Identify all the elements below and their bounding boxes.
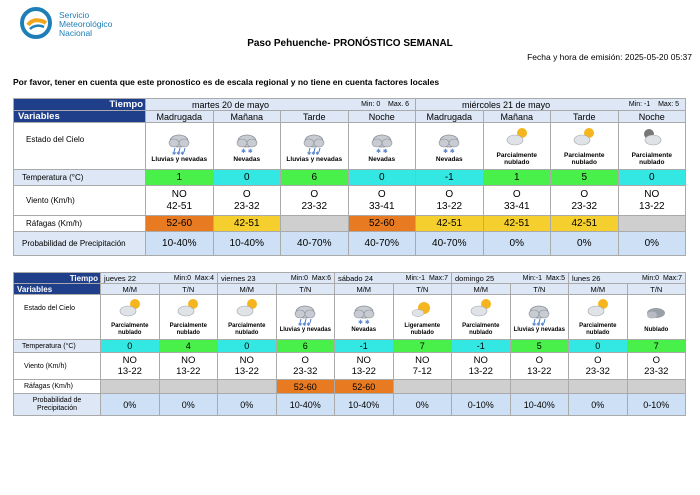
day-minmax: Min:0 Max:4 xyxy=(173,274,214,282)
day-minmax: Min:0 Max:6 xyxy=(290,274,331,282)
sky-cell xyxy=(101,295,160,340)
sky-cell xyxy=(416,123,484,170)
wind-cell: O 13-22 xyxy=(510,353,569,380)
svg-text:✱✱✱: ✱✱✱ xyxy=(307,150,320,156)
temp-cell: 0 xyxy=(348,170,416,186)
day-name: martes 20 de mayo xyxy=(192,99,270,110)
sky-label: Parcialmente nublado xyxy=(111,323,149,336)
sky-cell xyxy=(348,123,416,170)
period-header: T/N xyxy=(627,284,686,295)
prob-cell: 10-40% xyxy=(213,232,281,256)
period-header: M/M xyxy=(569,284,628,295)
temp-cell: 4 xyxy=(159,340,218,353)
period-header: Madrugada xyxy=(416,111,484,123)
temp-cell: 5 xyxy=(510,340,569,353)
logo-line-3: Nacional xyxy=(59,28,93,38)
sky-label: Parcialmente nublado xyxy=(169,323,207,336)
day-name: domingo 25 xyxy=(455,273,495,283)
gust-cell xyxy=(393,380,452,394)
snow-rain-icon xyxy=(292,301,318,327)
period-header: Tarde xyxy=(551,111,619,123)
sky-label: Nevadas xyxy=(368,155,396,163)
day-minmax: Min:0 Max:7 xyxy=(641,274,683,282)
period-header: M/M xyxy=(218,284,277,295)
prob-cell: 0% xyxy=(393,394,452,416)
variables-header: Variables xyxy=(14,111,146,123)
prob-cell: 0-10% xyxy=(627,394,686,416)
prob-cell: 40-70% xyxy=(416,232,484,256)
partly-cloudy-icon xyxy=(117,297,143,323)
wind-cell: O 23-32 xyxy=(276,353,335,380)
prob-cell: 10-40% xyxy=(510,394,569,416)
gust-cell: 52-60 xyxy=(276,380,335,394)
period-header: Mañana xyxy=(213,111,281,123)
svg-text:✱✱✱: ✱✱✱ xyxy=(298,321,311,327)
wind-cell: NO 42-51 xyxy=(146,186,214,216)
variables-header: Variables xyxy=(14,284,101,295)
temp-cell: -1 xyxy=(452,340,511,353)
day-header xyxy=(218,273,335,284)
svg-text:✱✱✱: ✱✱✱ xyxy=(172,150,185,156)
partly-cloudy-icon xyxy=(234,297,260,323)
partly-cloudy-icon xyxy=(175,297,201,323)
snow-icon xyxy=(234,130,260,156)
day-header xyxy=(146,99,416,111)
wind-cell: NO 7-12 xyxy=(393,353,452,380)
row-label-temp: Temperatura (°C) xyxy=(14,170,146,186)
svg-text:✱ ✱: ✱ ✱ xyxy=(375,148,388,155)
row-label-prob: Probabilidad de Precipitación xyxy=(14,232,146,256)
temp-cell: 7 xyxy=(627,340,686,353)
day-minmax: Min: 0 Max. 6 xyxy=(361,101,410,108)
wind-cell: O 23-32 xyxy=(627,353,686,380)
wind-cell: O 13-22 xyxy=(416,186,484,216)
sky-cell xyxy=(510,295,569,340)
prob-cell: 10-40% xyxy=(146,232,214,256)
wind-cell: O 23-32 xyxy=(569,353,628,380)
prob-cell: 0% xyxy=(218,394,277,416)
tiempo-header: Tiempo xyxy=(14,273,101,284)
partly-cloudy-icon xyxy=(585,297,611,323)
gust-cell xyxy=(452,380,511,394)
sky-cell xyxy=(483,123,551,170)
day-minmax: Min:-1 Max:5 xyxy=(522,274,566,282)
logo-line-2: Meteorológico xyxy=(59,19,113,29)
sky-label: Nevadas xyxy=(233,155,261,163)
logo-line-1: Servicio xyxy=(59,10,90,20)
temp-cell: 1 xyxy=(483,170,551,186)
gust-cell xyxy=(627,380,686,394)
sky-label: Nevadas xyxy=(435,155,463,163)
snow-rain-icon xyxy=(301,130,327,156)
gust-cell xyxy=(218,380,277,394)
sky-cell xyxy=(569,295,628,340)
period-header: T/N xyxy=(276,284,335,295)
sky-cell xyxy=(627,295,686,340)
forecast-table-1 xyxy=(13,98,686,256)
prob-cell: 0-10% xyxy=(452,394,511,416)
gust-cell: 42-51 xyxy=(483,216,551,232)
row-label-sky: Estado del Cielo xyxy=(14,295,101,340)
gust-cell xyxy=(569,380,628,394)
wind-cell: O 33-41 xyxy=(483,186,551,216)
svg-text:✱ ✱: ✱ ✱ xyxy=(240,148,253,155)
partly-cloudy-icon xyxy=(468,297,494,323)
sky-cell xyxy=(281,123,349,170)
day-name: viernes 23 xyxy=(221,273,256,283)
wind-cell: O 33-41 xyxy=(348,186,416,216)
temp-cell: -1 xyxy=(335,340,394,353)
temp-cell: 0 xyxy=(213,170,281,186)
sky-label: Ligeramente nublado xyxy=(404,323,441,336)
gust-cell: 42-51 xyxy=(213,216,281,232)
row-label-sky: Estado del Cielo xyxy=(14,123,146,170)
day-header xyxy=(452,273,569,284)
period-header: T/N xyxy=(510,284,569,295)
row-label-gust: Ráfagas (Km/h) xyxy=(14,380,101,394)
forecast-table-2 xyxy=(13,272,686,416)
period-header: Madrugada xyxy=(146,111,214,123)
period-header: M/M xyxy=(335,284,394,295)
emission-date: Fecha y hora de emisión: 2025-05-20 05:37 xyxy=(527,52,692,62)
wind-cell: NO 13-22 xyxy=(335,353,394,380)
prob-cell: 0% xyxy=(618,232,686,256)
sky-cell xyxy=(618,123,686,170)
wind-cell: NO 13-22 xyxy=(218,353,277,380)
day-name: lunes 26 xyxy=(572,273,601,283)
day-minmax: Min: -1 Max: 5 xyxy=(628,101,680,108)
sky-label: Parcialmente nublado xyxy=(579,323,617,336)
gust-cell xyxy=(101,380,160,394)
temp-cell: -1 xyxy=(416,170,484,186)
day-name: sábado 24 xyxy=(338,273,374,283)
row-label-prob: Probabilidad de Precipitación xyxy=(14,394,101,416)
temp-cell: 0 xyxy=(569,340,628,353)
snow-rain-icon xyxy=(526,301,552,327)
gust-cell xyxy=(510,380,569,394)
row-label-wind: Viento (Km/h) xyxy=(14,353,101,380)
temp-cell: 0 xyxy=(101,340,160,353)
sky-label: Nublado xyxy=(644,326,669,333)
period-header: Noche xyxy=(618,111,686,123)
prob-cell: 0% xyxy=(569,394,628,416)
gust-cell: 42-51 xyxy=(416,216,484,232)
sky-label: Nevadas xyxy=(351,326,377,333)
partly-cloudy-icon xyxy=(571,126,597,152)
day-header xyxy=(569,273,686,284)
sky-label: Parcialmente nublado xyxy=(564,152,605,166)
sky-cell xyxy=(551,123,619,170)
day-name: miércoles 21 de mayo xyxy=(462,99,551,110)
sky-label: Parcialmente nublado xyxy=(228,323,266,336)
wind-cell: O 23-32 xyxy=(281,186,349,216)
period-header: Tarde xyxy=(281,111,349,123)
smn-logo xyxy=(20,7,140,39)
wind-cell: O 23-32 xyxy=(213,186,281,216)
sky-cell xyxy=(452,295,511,340)
tiempo-header: Tiempo xyxy=(14,99,146,111)
day-header xyxy=(101,273,218,284)
temp-cell: 7 xyxy=(393,340,452,353)
svg-text:✱ ✱: ✱ ✱ xyxy=(357,319,370,326)
day-name: jueves 22 xyxy=(104,273,137,283)
temp-cell: 0 xyxy=(218,340,277,353)
period-header: M/M xyxy=(452,284,511,295)
snow-icon xyxy=(351,301,377,327)
prob-cell: 0% xyxy=(101,394,160,416)
prob-cell: 0% xyxy=(551,232,619,256)
cloudy-icon xyxy=(643,301,669,327)
wind-cell: NO 13-22 xyxy=(101,353,160,380)
row-label-wind: Viento (Km/h) xyxy=(14,186,146,216)
temp-cell: 5 xyxy=(551,170,619,186)
period-header: T/N xyxy=(393,284,452,295)
sky-label: Lluvias y nevadas xyxy=(513,326,565,333)
wind-cell: NO 13-22 xyxy=(159,353,218,380)
temp-cell: 6 xyxy=(276,340,335,353)
sky-cell xyxy=(213,123,281,170)
period-header: Mañana xyxy=(483,111,551,123)
prob-cell: 40-70% xyxy=(281,232,349,256)
day-minmax: Min:-1 Max:7 xyxy=(405,274,449,282)
gust-cell: 52-60 xyxy=(335,380,394,394)
prob-cell: 10-40% xyxy=(335,394,394,416)
smn-logo-text xyxy=(59,11,112,38)
period-header: Noche xyxy=(348,111,416,123)
snow-icon xyxy=(436,130,462,156)
temp-cell: 0 xyxy=(618,170,686,186)
prob-cell: 0% xyxy=(159,394,218,416)
sky-label: Parcialmente nublado xyxy=(462,323,500,336)
gust-cell xyxy=(159,380,218,394)
partly-cloudy-night-icon xyxy=(639,126,665,152)
mostly-sunny-icon xyxy=(409,297,435,323)
row-label-temp: Temperatura (°C) xyxy=(14,340,101,353)
sky-cell xyxy=(146,123,214,170)
wind-cell: O 23-32 xyxy=(551,186,619,216)
smn-logo-icon xyxy=(20,7,54,39)
sky-cell xyxy=(218,295,277,340)
sky-label: Lluvias y nevadas xyxy=(286,155,343,163)
gust-cell: 42-51 xyxy=(551,216,619,232)
sky-cell xyxy=(276,295,335,340)
day-header xyxy=(335,273,452,284)
sky-cell xyxy=(335,295,394,340)
gust-cell xyxy=(618,216,686,232)
sky-label: Lluvias y nevadas xyxy=(151,155,208,163)
snow-icon xyxy=(369,130,395,156)
day-header xyxy=(416,99,686,111)
prob-cell: 40-70% xyxy=(348,232,416,256)
temp-cell: 1 xyxy=(146,170,214,186)
sky-label: Lluvias y nevadas xyxy=(279,326,331,333)
snow-rain-icon xyxy=(166,130,192,156)
sky-label: Parcialmente nublado xyxy=(496,152,538,166)
prob-cell: 10-40% xyxy=(276,394,335,416)
page-title: Paso Pehuenche- PRONÓSTICO SEMANAL xyxy=(247,38,453,49)
temp-cell: 6 xyxy=(281,170,349,186)
gust-cell: 52-60 xyxy=(146,216,214,232)
gust-cell xyxy=(281,216,349,232)
svg-text:✱ ✱: ✱ ✱ xyxy=(443,148,456,155)
sky-label: Parcialmente nublado xyxy=(631,152,673,166)
sky-cell xyxy=(159,295,218,340)
wind-cell: NO 13-22 xyxy=(452,353,511,380)
period-header: M/M xyxy=(101,284,160,295)
svg-text:✱✱✱: ✱✱✱ xyxy=(532,321,545,327)
wind-cell: NO 13-22 xyxy=(618,186,686,216)
gust-cell: 52-60 xyxy=(348,216,416,232)
row-label-gust: Ráfagas (Km/h) xyxy=(14,216,146,232)
prob-cell: 0% xyxy=(483,232,551,256)
regional-notice: Por favor, tener en cuenta que este pronostico es de escala regional y no tiene en cuenta factores locales xyxy=(13,77,440,87)
sky-cell xyxy=(393,295,452,340)
period-header: T/N xyxy=(159,284,218,295)
partly-cloudy-icon xyxy=(504,126,530,152)
